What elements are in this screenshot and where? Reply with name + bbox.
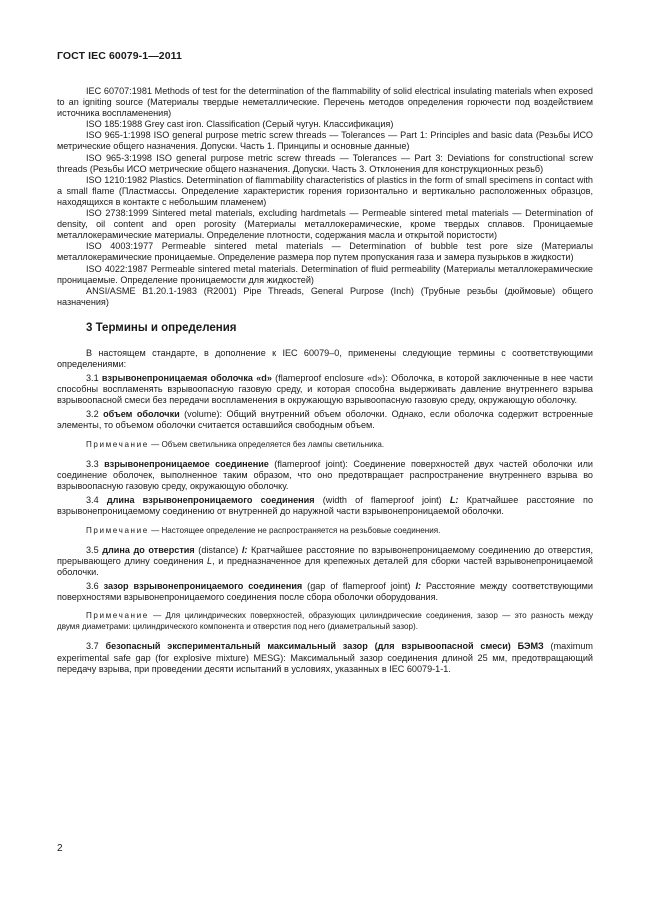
term-name: взрывонепроницаемое соединение	[104, 459, 269, 470]
term-3-5: 3.5 длина до отверстия (distance) l: Кратчайшее расстояние по взрывонепроницаемому соединению до отверстия, прерывающего длину соединения L, и предназначенное для крепежных деталей для сборки частей взрывонепроницаемой оболочки.	[57, 545, 594, 578]
symbol: L:	[449, 495, 459, 506]
section-title: 3 Термины и определения	[86, 321, 237, 334]
term-name: длина взрывонепроницаемого соединения	[106, 495, 315, 506]
term-name: длина до отверстия	[102, 545, 195, 555]
reference-item: ISO 965-1:1998 ISO general purpose metric screw threads — Tolerances — Part 1: Principles and basic data (Резьбы ИСО метрические общего назначения. Допуски. Часть 1. Принципы и основные данные)	[57, 130, 593, 152]
normative-references	[57, 86, 593, 308]
reference-item: ISO 185:1988 Grey cast iron. Classification (Серый чугун. Классификация)	[86, 119, 394, 130]
term-name: безопасный экспериментальный максимальный зазор (для взрывоопасной смеси) БЭМЗ	[105, 641, 544, 652]
page-number: 2	[57, 843, 63, 854]
reference-item: ISO 4022:1987 Permeable sintered metal materials. Determination of fluid permeability (Материалы металлокерамические проницаемые. Определение проницаемости для жидкостей)	[57, 263, 593, 285]
section-intro: В настоящем стандарте, в дополнение к IEC 60079–0, применены следующие термины с соответствующими определениями:	[57, 347, 593, 369]
reference-item: ISO 2738:1999 Sintered metal materials, excluding hardmetals — Permeable sintered metal materials — Determination of density, oil content and open porosity (Материалы металлокерамические, кроме твердых сплавов. Проницаемые металлокерамические материалы. Определение плотности, содержания масла и открытой пористости)	[57, 208, 593, 241]
term-3-1: 3.1 взрывонепроницаемая оболочка «d» (flameproof enclosure «d»): Оболочка, в которой заключенные в нее части способны воспламенять взрывоопасную газовую среду, и которая способна выдерживать давление внутреннего взрыва взрывоопасной смеси без передачи воспламенения в окружающую взрывоопасную газовую среду, окружающую оболочку.	[57, 373, 593, 406]
term-name: взрывонепроницаемая оболочка «d»	[101, 373, 272, 384]
reference-item: ISO 1210:1982 Plastics. Determination of flammability characteristics of plastics in the form of small specimens in contact with a small flame (Пластмассы. Определение характеристик горения горизонтально и вертикально расположенных образцов, находящихся в контакте с небольшим пламенем)	[57, 174, 593, 207]
symbol: I:	[415, 581, 421, 592]
symbol: L	[207, 556, 213, 567]
symbol: l:	[241, 545, 248, 555]
term-name: зазор взрывонепроницаемого соединения	[103, 581, 303, 592]
note-3-2: Примечание — Объем светильника определяется без лампы светильника.	[86, 439, 385, 449]
note-3-6: Примечание — Для цилиндрических поверхностей, образующих цилиндрические соединения, зазор — это разность между двумя диаметрами: цилиндрического компонента и отверстия под него (диаметральный зазор).	[57, 611, 593, 631]
term-3-6: 3.6 зазор взрывонепроницаемого соединения (gap of flameproof joint) I: Расстояние между соответствующими поверхностями взрывонепроницаемого соединения после сбора оболочки оборудования.	[57, 581, 593, 603]
reference-item: ISO 4003:1977 Permeable sintered metal materials — Determination of bubble test pore size (Материалы металлокерамические проницаемые. Определение размера пор путем пропускания газа и замера пузырьков в жидкости)	[57, 241, 593, 263]
note-3-4: Примечание — Настоящее определение не распространяется на резьбовые соединения.	[86, 525, 441, 535]
term-3-4: 3.4 длина взрывонепроницаемого соединения (width of flameproof joint) L: Кратчайшее расстояние по взрывонепроницаемому соединению от внутренней до наружной части взрывонепроницаемой оболочки.	[57, 495, 593, 517]
term-3-3: 3.3 взрывонепроницаемое соединение (flameproof joint): Соединение поверхностей двух частей оболочки или соединение оболочек, выполненное таким образом, что оно предотвращает распространение внутреннего взрыва во взрывоопасную газовую среду, окружающую оболочку.	[57, 459, 594, 492]
definitions	[57, 348, 593, 675]
reference-item: IEC 60707:1981 Methods of test for the determination of the flammability of solid electrical insulating materials when exposed to an igniting source (Материалы твердые неметаллические. Перечень методов определения горючести под воздействием источника воспламенения)	[57, 86, 593, 119]
term-3-2: 3.2 объем оболочки (volume): Общий внутренний объем оболочки. Однако, если оболочка содержит встроенные элементы, то объемом оболочки считается оставшийся свободным объем.	[57, 409, 593, 431]
document-page	[57, 50, 593, 678]
reference-item: ANSI/ASME B1.20.1-1983 (R2001) Pipe Threads, General Purpose (Inch) (Трубные резьбы (дюймовые) общего назначения)	[57, 285, 593, 307]
document-header: ГОСТ IEC 60079-1—2011	[57, 50, 182, 62]
term-3-7: 3.7 безопасный экспериментальный максимальный зазор (для взрывоопасной смеси) БЭМЗ (maximum experimental safe gap (for explosive mixture) MESG): Максимальный зазор соединения длиной 25 мм, предотвращающий передачу взрыва, при проведении десяти испытаний в условиях, указанных в IEC 60079-1-1.	[57, 641, 593, 674]
reference-item: ISO 965-3:1998 ISO general purpose metric screw threads — Tolerances — Part 3: Deviations for constructional screw threads (Резьбы ИСО метрические общего назначения. Допуски. Часть 3. Отклонения для конструкционных резьб)	[57, 152, 593, 174]
term-name: объем оболочки	[103, 409, 180, 420]
